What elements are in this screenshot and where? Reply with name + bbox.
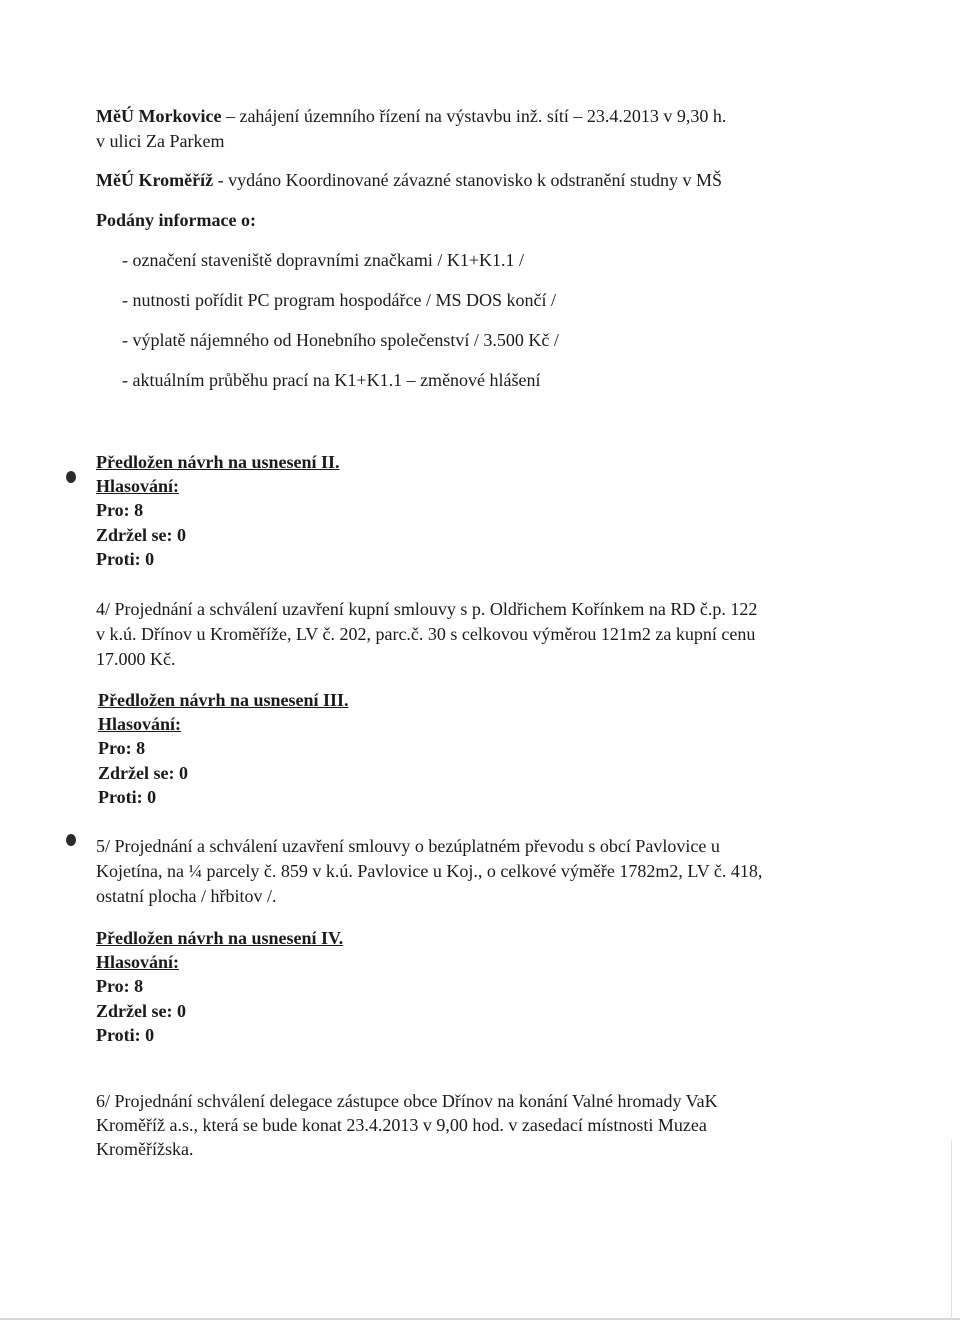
kromeriz-line bbox=[96, 168, 722, 192]
item-4-line: 17.000 Kč. bbox=[96, 649, 176, 669]
item-5-line: ostatní plocha / hřbitov /. bbox=[96, 886, 277, 906]
morkovice-org: MěÚ Morkovice bbox=[96, 106, 222, 126]
item-5-line: Kojetína, na ¼ parcely č. 859 v k.ú. Pavlovice u Koj., o celkové výměře 1782m2, LV č. 418, bbox=[96, 861, 763, 881]
info-item: - výplatě nájemného od Honebního společenství / 3.500 Kč / bbox=[122, 330, 559, 350]
punch-hole-top bbox=[66, 471, 76, 483]
kromeriz-org: MěÚ Kroměříž bbox=[96, 170, 214, 190]
vote-against: Proti: 0 bbox=[96, 1025, 155, 1045]
punch-hole-bottom bbox=[66, 834, 76, 846]
page-edge-right bbox=[951, 1140, 952, 1320]
resolution-title: Předložen návrh na usnesení III. bbox=[98, 690, 349, 710]
vote-against: Proti: 0 bbox=[98, 787, 157, 807]
vote-for: Pro: 8 bbox=[98, 738, 146, 758]
resolution-title: Předložen návrh na usnesení IV. bbox=[96, 928, 344, 948]
item-4-line: 4/ Projednání a schválení uzavření kupní smlouvy s p. Oldřichem Kořínkem na RD č.p. 122 bbox=[96, 599, 758, 619]
info-heading: Podány informace o: bbox=[96, 210, 256, 230]
item-6-line: Kroměřížska. bbox=[96, 1139, 194, 1159]
resolution-title: Předložen návrh na usnesení II. bbox=[96, 452, 340, 472]
morkovice-line-2: v ulici Za Parkem bbox=[96, 131, 225, 151]
info-item: - označení staveniště dopravními značkami / K1+K1.1 / bbox=[122, 250, 525, 270]
info-item: - aktuálním průběhu prací na K1+K1.1 – změnové hlášení bbox=[122, 370, 541, 390]
item-5-line: 5/ Projednání a schválení uzavření smlouvy o bezúplatném převodu s obcí Pavlovice u bbox=[96, 836, 720, 856]
vote-against: Proti: 0 bbox=[96, 549, 155, 569]
item-6-line: Kroměříž a.s., která se bude konat 23.4.2013 v 9,00 hod. v zasedací místnosti Muzea bbox=[96, 1115, 707, 1135]
info-item: - nutnosti pořídit PC program hospodářce / MS DOS končí / bbox=[122, 290, 556, 310]
voting-label: Hlasování: bbox=[96, 952, 180, 972]
vote-abstain: Zdržel se: 0 bbox=[96, 1001, 186, 1021]
item-6-line: 6/ Projednání schválení delegace zástupce obce Dřínov na konání Valné hromady VaK bbox=[96, 1091, 718, 1111]
item-4-line: v k.ú. Dřínov u Kroměříže, LV č. 202, parc.č. 30 s celkovou výměrou 121m2 za kupní cenu bbox=[96, 624, 756, 644]
vote-abstain: Zdržel se: 0 bbox=[98, 763, 188, 783]
kromeriz-text: - vydáno Koordinované závazné stanovisko k odstranění studny v MŠ bbox=[213, 170, 723, 190]
voting-label: Hlasování: bbox=[96, 476, 180, 496]
page-edge-bottom bbox=[0, 1318, 960, 1320]
vote-for: Pro: 8 bbox=[96, 500, 144, 520]
vote-for: Pro: 8 bbox=[96, 976, 144, 996]
morkovice-line bbox=[96, 104, 726, 128]
voting-label: Hlasování: bbox=[98, 714, 182, 734]
morkovice-text: – zahájení územního řízení na výstavbu inž. sítí – 23.4.2013 v 9,30 h. bbox=[221, 106, 727, 126]
vote-abstain: Zdržel se: 0 bbox=[96, 525, 186, 545]
